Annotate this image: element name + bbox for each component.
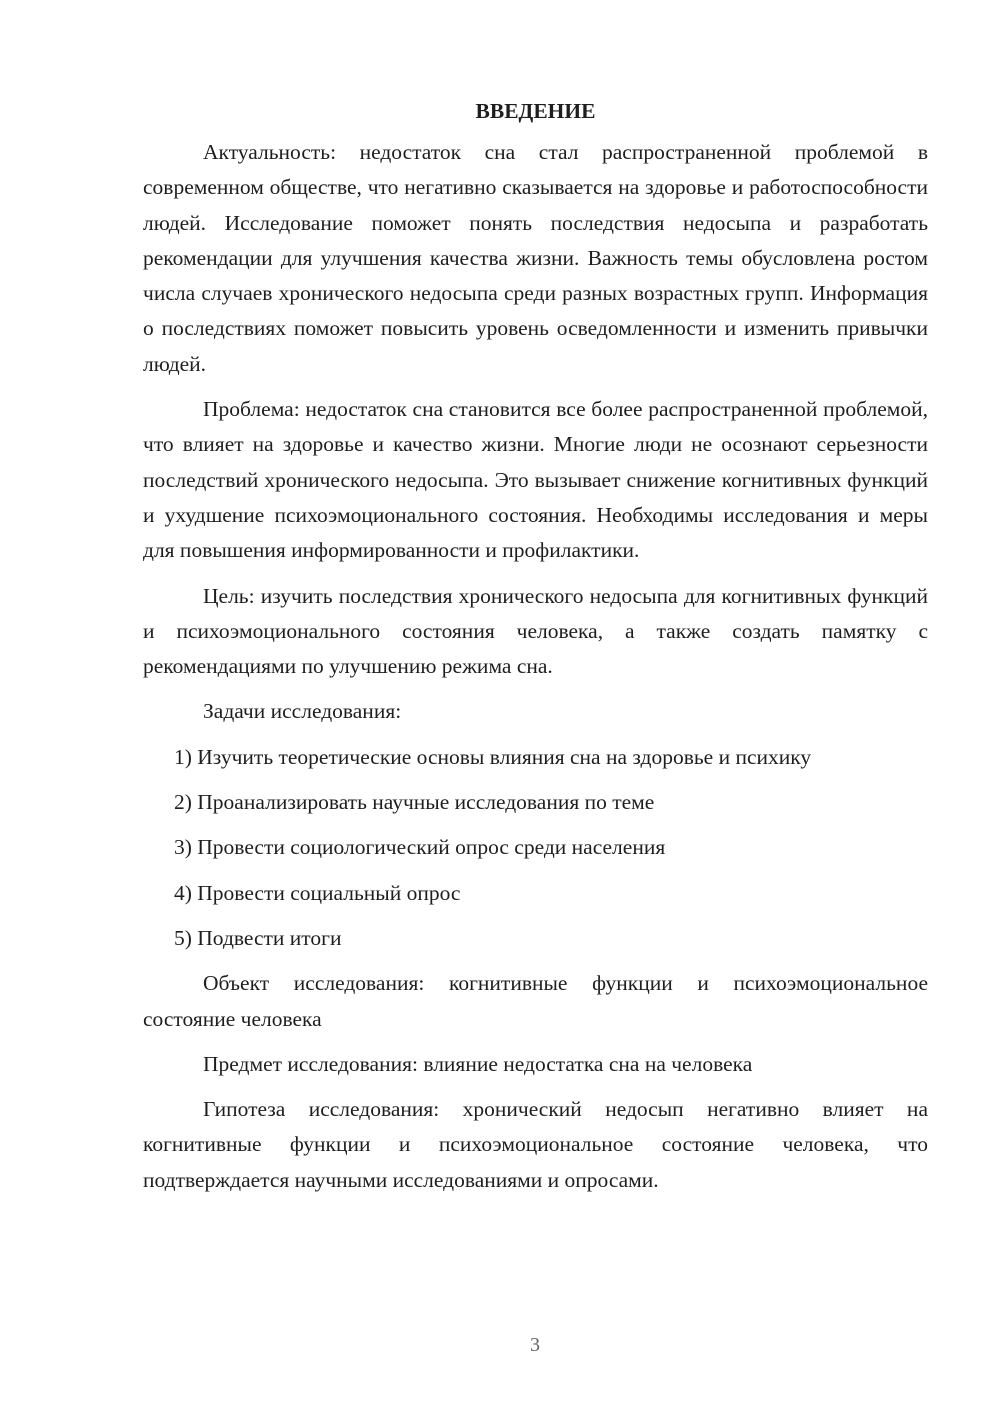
hypothesis-paragraph: Гипотеза исследования: хронический недосып негативно влияет на когнитивные функции и психоэмоциональное состояние человека, что подтверждается научными исследованиями и опросами. (143, 1097, 928, 1192)
list-item: 1) Изучить теоретические основы влияния сна на здоровье и психику (174, 744, 812, 769)
problem-paragraph: Проблема: недостаток сна становится все более распространенной проблемой, что влияет на здоровье и качество жизни. Многие люди не осознают серьезности последствий хронического недосыпа. Это вызывает снижение когнитивных функций и ухудшение психоэмоционального состояния. Необходимы исследования и меры для повышения информированности и профилактики. (143, 397, 928, 563)
document-page (143, 96, 928, 1208)
list-item: 4) Провести социальный опрос (174, 880, 461, 905)
page-number: 3 (530, 1334, 540, 1356)
subject-paragraph: Предмет исследования: влияние недостатка сна на человека (203, 1051, 753, 1076)
list-item: 5) Подвести итоги (174, 925, 342, 950)
object-paragraph: Объект исследования: когнитивные функции и психоэмоциональное состояние человека (143, 971, 928, 1031)
tasks-list (143, 740, 928, 956)
section-title: ВВЕДЕНИЕ (475, 99, 596, 123)
goal-paragraph: Цель: изучить последствия хронического недосыпа для когнитивных функций и психоэмоционального состояния человека, а также создать памятку с рекомендациями по улучшению режима сна. (143, 583, 928, 679)
list-item: 2) Проанализировать научные исследования по теме (174, 790, 655, 815)
list-item: 3) Провести социологический опрос среди населения (174, 835, 666, 860)
relevance-paragraph: Актуальность: недостаток сна стал распространенной проблемой в современном обществе, что негативно сказывается на здоровье и работоспособности людей. Исследование поможет понять последствия недосыпа и разработать рекомендации для улучшения качества жизни. Важность темы обусловлена ростом числа случаев хронического недосыпа среди разных возрастных групп. Информация о последствиях поможет повысить уровень осведомленности и изменить привычки людей. (143, 140, 928, 376)
tasks-heading: Задачи исследования: (203, 699, 402, 724)
